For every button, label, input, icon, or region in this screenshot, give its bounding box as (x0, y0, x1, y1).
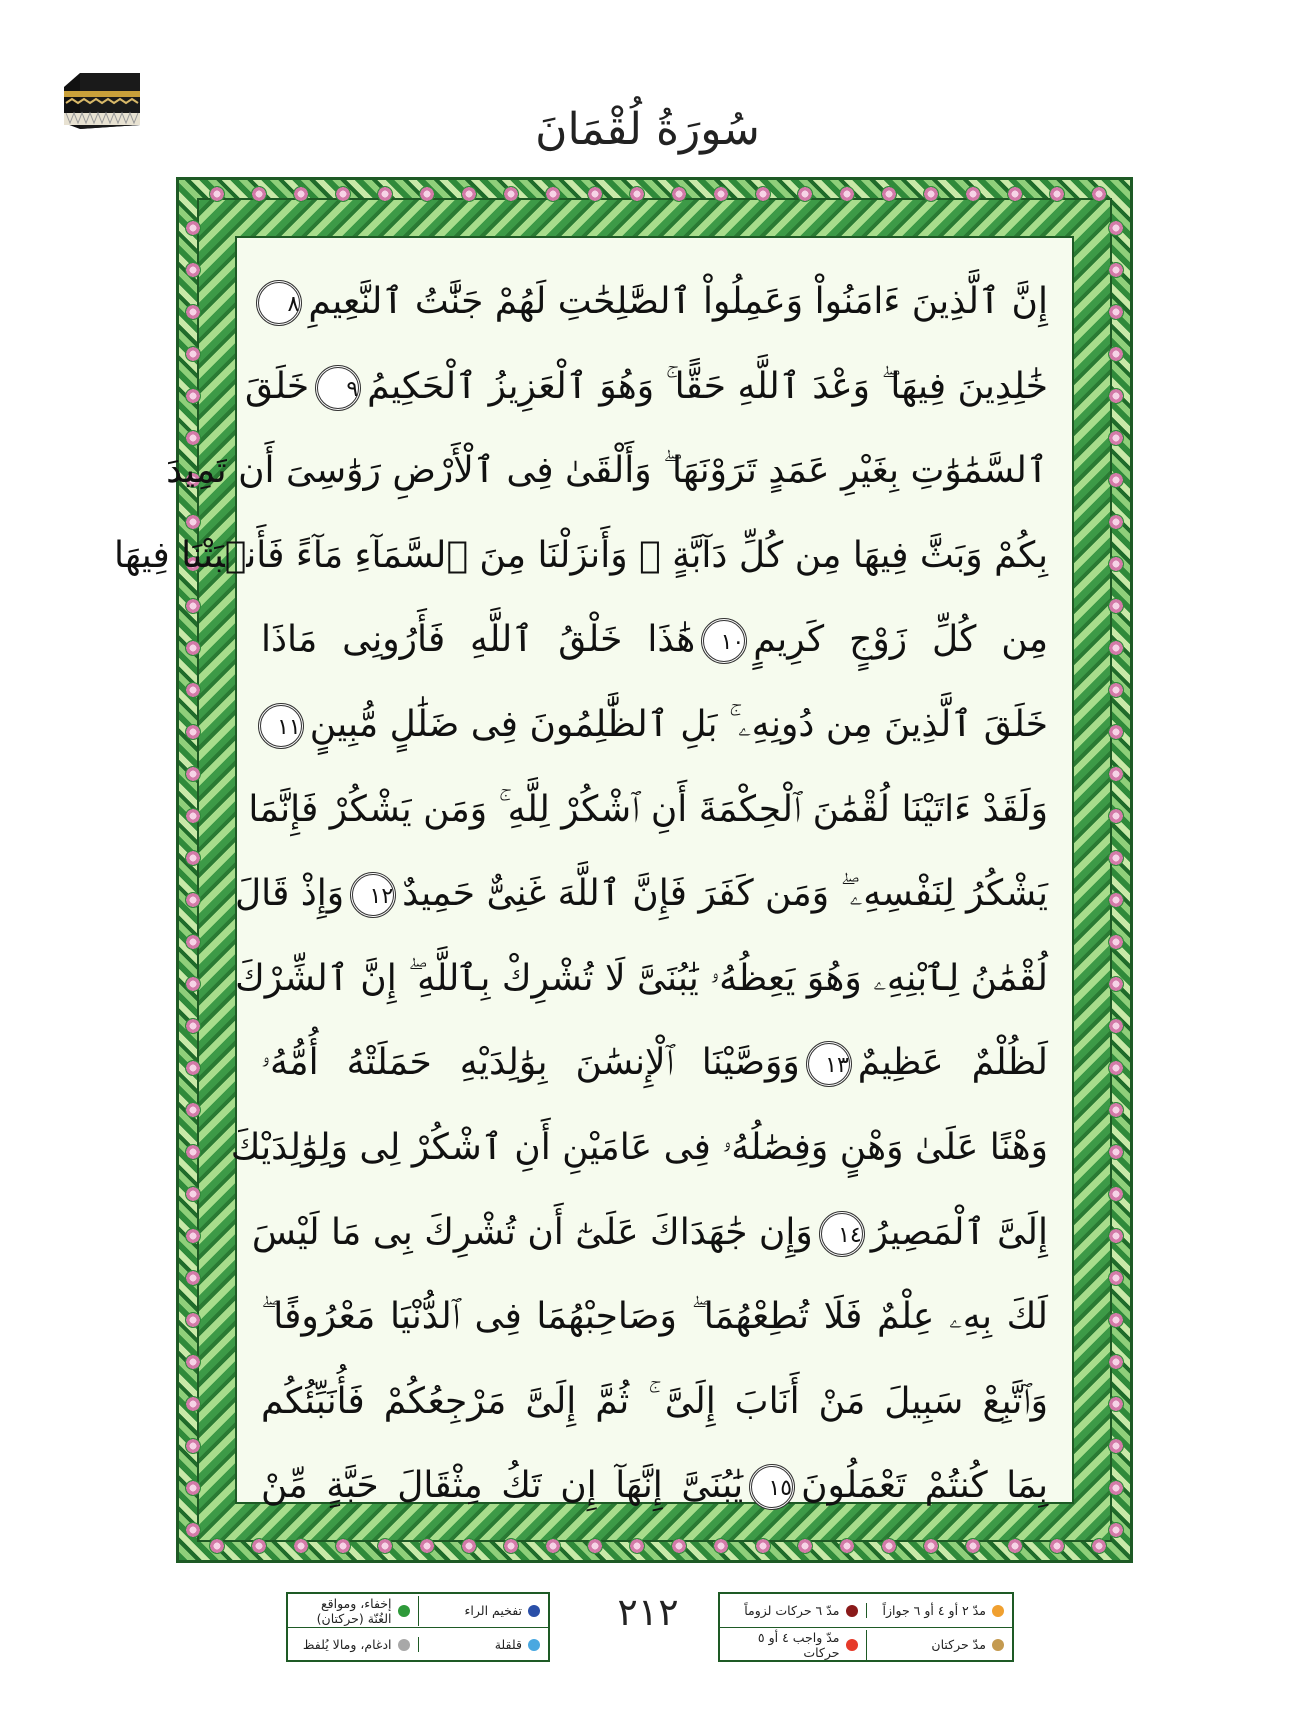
rosette-ornament (185, 262, 201, 278)
verse-text: ٱلسَّمَٰوَٰتِ بِغَيْرِ عَمَدٍ تَرَوْنَهَا ۖ وَأَلْقَىٰ فِى ٱلْأَرْضِ رَوَٰسِىَ أَن تَمِيدَ (166, 450, 1048, 492)
legend-label: قلقلة (494, 1637, 522, 1652)
legend-label: ادغام، ومالا يُلفظ (302, 1637, 392, 1652)
verse-text: وَإِذْ قَالَ (234, 873, 345, 915)
quran-line (261, 1275, 1048, 1360)
ornamental-frame (114, 177, 1133, 1563)
rosette-ornament (1108, 766, 1124, 782)
ayah-number-marker: ٩ (315, 365, 361, 411)
legend-row (720, 1627, 1012, 1661)
rosette-ornament (503, 186, 519, 202)
rosette-ornament (755, 1538, 771, 1554)
ayah-number-marker: ٨ (256, 280, 302, 326)
verse-text: وَٱتَّبِعْ سَبِيلَ مَنْ أَنَابَ إِلَىَّ ۚ ثُمَّ إِلَىَّ مَرْجِعُكُمْ فَأُنَبِّئُكُم (261, 1380, 1048, 1422)
rosette-ornament (209, 186, 225, 202)
rosette-ornament (461, 186, 477, 202)
color-dot-icon (398, 1605, 410, 1617)
rosette-ornament (923, 1538, 939, 1554)
rosette-ornament (251, 1538, 267, 1554)
rosette-ornament (1108, 808, 1124, 824)
ayah-number-marker: ١٢ (350, 872, 396, 918)
rosette-ornament (713, 1538, 729, 1554)
rosette-ornament (185, 934, 201, 950)
legend-entry (288, 1637, 419, 1652)
rosette-ornament (713, 186, 729, 202)
rosette-ornament (185, 766, 201, 782)
rosette-ornament (185, 682, 201, 698)
verse-text: إِنَّ ٱلَّذِينَ ءَامَنُواْ وَعَمِلُواْ ٱلصَّٰلِحَٰتِ لَهُمْ جَنَّٰتُ ٱلنَّعِيمِ (308, 281, 1048, 322)
rosette-ornament (671, 1538, 687, 1554)
rosette-ornament (1108, 1396, 1124, 1412)
rosette-ornament (185, 1312, 201, 1328)
rosette-ornament (185, 1480, 201, 1496)
rosette-ornament (629, 186, 645, 202)
legend-entry (288, 1596, 419, 1626)
legend-row (288, 1594, 548, 1627)
quran-line (261, 598, 1048, 683)
rosette-ornament (209, 1538, 225, 1554)
quran-line (251, 1191, 1048, 1276)
rosette-ornament (377, 186, 393, 202)
rosette-ornament (1108, 388, 1124, 404)
rosette-ornament (185, 808, 201, 824)
rosette-ornament (1049, 186, 1065, 202)
rosette-ornament (335, 186, 351, 202)
rosette-ornament (293, 1538, 309, 1554)
rosette-ornament (1108, 640, 1124, 656)
color-dot-icon (992, 1639, 1004, 1651)
rosette-ornament (755, 186, 771, 202)
color-dot-icon (846, 1605, 858, 1617)
rosette-ornament (1091, 186, 1107, 202)
rosette-ornament (185, 1018, 201, 1034)
verse-text: بِكُمْ وَبَثَّ فِيهَا مِن كُلِّ دَآبَّةٍ ۚ وَأَنزَلْنَا مِنَ ٱلسَّمَآءِ مَآءً فَأَنۢبَتْنَا فِيهَا (114, 534, 1048, 576)
rosette-ornament (1108, 1018, 1124, 1034)
rosette-ornament (185, 1354, 201, 1370)
legend-entry (867, 1603, 1013, 1618)
verse-text: لَظُلْمٌ عَظِيمٌ (857, 1042, 1048, 1084)
rosette-ornament (503, 1538, 519, 1554)
rosette-ornament (1108, 598, 1124, 614)
legend-label: إخفاء، ومواقع الغُنّة (حركتان) (316, 1595, 392, 1626)
rosette-ornament (839, 186, 855, 202)
color-dot-icon (992, 1605, 1004, 1617)
rosette-ornament (1108, 472, 1124, 488)
rosette-ornament (185, 724, 201, 740)
legend-label: مدّ ٦ حركات لزوماً (744, 1603, 840, 1618)
legend-label: مدّ حركتان (931, 1637, 986, 1652)
rosette-ornament (185, 1144, 201, 1160)
rosette-ornament (185, 892, 201, 908)
rosette-ornament (1108, 1102, 1124, 1118)
rosette-ornament (185, 304, 201, 320)
text-panel (114, 236, 1074, 1507)
rosette-ornament (377, 1538, 393, 1554)
rosette-ornament (1108, 514, 1124, 530)
rosette-ornament (797, 1538, 813, 1554)
rosette-ornament (1108, 1144, 1124, 1160)
verse-text: وَهْنًا عَلَىٰ وَهْنٍ وَفِصَٰلُهُۥ فِى عَامَيْنِ أَنِ ٱشْكُرْ لِى وَلِوَٰلِدَيْكَ (230, 1126, 1048, 1168)
rosette-ornament (797, 186, 813, 202)
tajweed-legend-right (718, 1592, 1014, 1662)
rosette-ornament (1108, 1438, 1124, 1454)
quran-line (234, 852, 1048, 937)
rosette-ornament (185, 1270, 201, 1286)
rosette-ornament (545, 186, 561, 202)
rosette-ornament (185, 976, 201, 992)
quran-line (114, 514, 1048, 599)
quran-line (261, 1444, 1048, 1529)
ayah-number-marker: ١٣ (806, 1041, 852, 1087)
legend-entry (867, 1637, 1013, 1652)
rosette-ornament (1108, 682, 1124, 698)
rosette-ornament (1108, 346, 1124, 362)
legend-entry (419, 1637, 549, 1652)
rosette-ornament (185, 1060, 201, 1076)
rosette-ornament (185, 1522, 201, 1538)
rosette-ornament (1108, 1312, 1124, 1328)
verse-text: لَكَ بِهِۦ عِلْمٌ فَلَا تُطِعْهُمَا ۖ وَصَاحِبْهُمَا فِى ٱلدُّنْيَا مَعْرُوفًا ۖ (261, 1296, 1048, 1338)
rosette-ornament (335, 1538, 351, 1554)
rosette-ornament (185, 640, 201, 656)
rosette-ornament (1108, 262, 1124, 278)
rosette-ornament (1108, 1354, 1124, 1370)
verse-text: بِمَا كُنتُمْ تَعْمَلُونَ (801, 1465, 1048, 1507)
rosette-ornament (1108, 1060, 1124, 1076)
quran-text-lines (114, 260, 1048, 1529)
rosette-ornament (185, 346, 201, 362)
legend-label: مدّ ٢ أو ٤ أو ٦ جوازاً (882, 1603, 986, 1618)
verse-text: يَشْكُرُ لِنَفْسِهِۦ ۖ وَمَن كَفَرَ فَإِنَّ ٱللَّهَ غَنِىٌّ حَمِيدٌ (402, 873, 1048, 915)
rosette-ornament (1091, 1538, 1107, 1554)
rosette-ornament (1108, 934, 1124, 950)
legend-entry (720, 1603, 867, 1618)
rosette-ornament (251, 186, 267, 202)
rosette-ornament (965, 186, 981, 202)
rosette-ornament (1108, 850, 1124, 866)
legend-label: مدّ واجب ٤ أو ٥ حركات (757, 1629, 840, 1660)
rosette-ornament (185, 1186, 201, 1202)
rosette-ornament (1007, 1538, 1023, 1554)
rosette-ornament (1108, 556, 1124, 572)
quran-line (166, 429, 1048, 514)
verse-text: يَٰبُنَىَّ إِنَّهَآ إِن تَكُ مِثْقَالَ حَبَّةٍ مِّنْ (261, 1465, 744, 1507)
rosette-ornament (1108, 1522, 1124, 1538)
color-dot-icon (398, 1639, 410, 1651)
rosette-ornament (185, 850, 201, 866)
rosette-ornament (1108, 430, 1124, 446)
rosette-ornament (185, 1228, 201, 1244)
rosette-ornament (587, 186, 603, 202)
rosette-ornament (185, 388, 201, 404)
rosette-ornament (185, 1396, 201, 1412)
rosette-ornament (545, 1538, 561, 1554)
quran-line (261, 1021, 1048, 1106)
ayah-number-marker: ١٤ (819, 1211, 865, 1257)
rosette-ornament (461, 1538, 477, 1554)
rosette-ornament (185, 598, 201, 614)
rosette-ornament (839, 1538, 855, 1554)
quran-line (261, 260, 1048, 345)
rosette-ornament (1108, 304, 1124, 320)
page-number: ٢١٢ (617, 1590, 679, 1634)
quran-line (248, 768, 1048, 853)
rosette-ornament (1108, 892, 1124, 908)
ayah-number-marker: ١٠ (701, 618, 747, 664)
rosette-ornament (185, 1438, 201, 1454)
rosette-ornament (587, 1538, 603, 1554)
color-dot-icon (846, 1639, 858, 1651)
rosette-ornament (671, 186, 687, 202)
rosette-ornament (1108, 1480, 1124, 1496)
rosette-ornament (1108, 1270, 1124, 1286)
rosette-ornament (185, 220, 201, 236)
verse-text: لُقْمَٰنُ لِٱبْنِهِۦ وَهُوَ يَعِظُهُۥ يَٰبُنَىَّ لَا تُشْرِكْ بِٱللَّهِ ۖ إِنَّ ٱلشِّرْكَ (235, 957, 1048, 999)
rosette-ornament (629, 1538, 645, 1554)
rosette-ornament (419, 1538, 435, 1554)
tajweed-legend-left (286, 1592, 550, 1662)
quran-line (230, 1106, 1048, 1191)
legend-row (720, 1594, 1012, 1627)
ayah-number-marker: ١٥ (749, 1464, 795, 1510)
verse-text: هَٰذَا خَلْقُ ٱللَّهِ فَأَرُونِى مَاذَا (261, 619, 696, 661)
legend-row (288, 1627, 548, 1661)
quran-line (235, 937, 1048, 1022)
quran-line (261, 1360, 1048, 1445)
verse-text: وَلَقَدْ ءَاتَيْنَا لُقْمَٰنَ ٱلْحِكْمَةَ أَنِ ٱشْكُرْ لِلَّهِ ۚ وَمَن يَشْكُرْ فَإِنَّمَا (248, 788, 1048, 830)
color-dot-icon (528, 1639, 540, 1651)
verse-text: مِن كُلِّ زَوْجٍ كَرِيمٍ (753, 619, 1048, 661)
surah-title: سُورَةُ لُقْمَانَ (535, 104, 760, 155)
legend-entry (720, 1630, 867, 1660)
rosette-ornament (1108, 1186, 1124, 1202)
rosette-ornament (923, 186, 939, 202)
ayah-number-marker: ١١ (258, 703, 304, 749)
rosette-ornament (1108, 1228, 1124, 1244)
verse-text: خَٰلِدِينَ فِيهَا ۖ وَعْدَ ٱللَّهِ حَقًّا ۚ وَهُوَ ٱلْعَزِيزُ ٱلْحَكِيمُ (367, 365, 1048, 407)
verse-text: وَوَصَّيْنَا ٱلْإِنسَٰنَ بِوَٰلِدَيْهِ حَمَلَتْهُ أُمُّهُۥ (261, 1042, 800, 1084)
rosette-ornament (881, 1538, 897, 1554)
verse-text: إِلَىَّ ٱلْمَصِيرُ (870, 1211, 1048, 1253)
verse-text: خَلَقَ ٱلَّذِينَ مِن دُونِهِۦ ۚ بَلِ ٱلظَّٰلِمُونَ فِى ضَلَٰلٍ مُّبِينٍ (309, 703, 1048, 745)
color-dot-icon (528, 1605, 540, 1617)
quran-line (261, 683, 1048, 768)
rosette-ornament (1007, 186, 1023, 202)
quran-line (244, 345, 1048, 430)
verse-text: خَلَقَ (244, 365, 310, 407)
rosette-ornament (1108, 220, 1124, 236)
legend-entry (419, 1603, 549, 1618)
rosette-ornament (185, 1102, 201, 1118)
verse-text: وَإِن جَٰهَدَاكَ عَلَىٰٓ أَن تُشْرِكَ بِى مَا لَيْسَ (251, 1211, 813, 1253)
rosette-ornament (419, 186, 435, 202)
rosette-ornament (881, 186, 897, 202)
rosette-ornament (1108, 976, 1124, 992)
rosette-ornament (1108, 724, 1124, 740)
rosette-ornament (1049, 1538, 1065, 1554)
legend-label: تفخيم الراء (464, 1603, 522, 1618)
rosette-ornament (293, 186, 309, 202)
rosette-ornament (965, 1538, 981, 1554)
